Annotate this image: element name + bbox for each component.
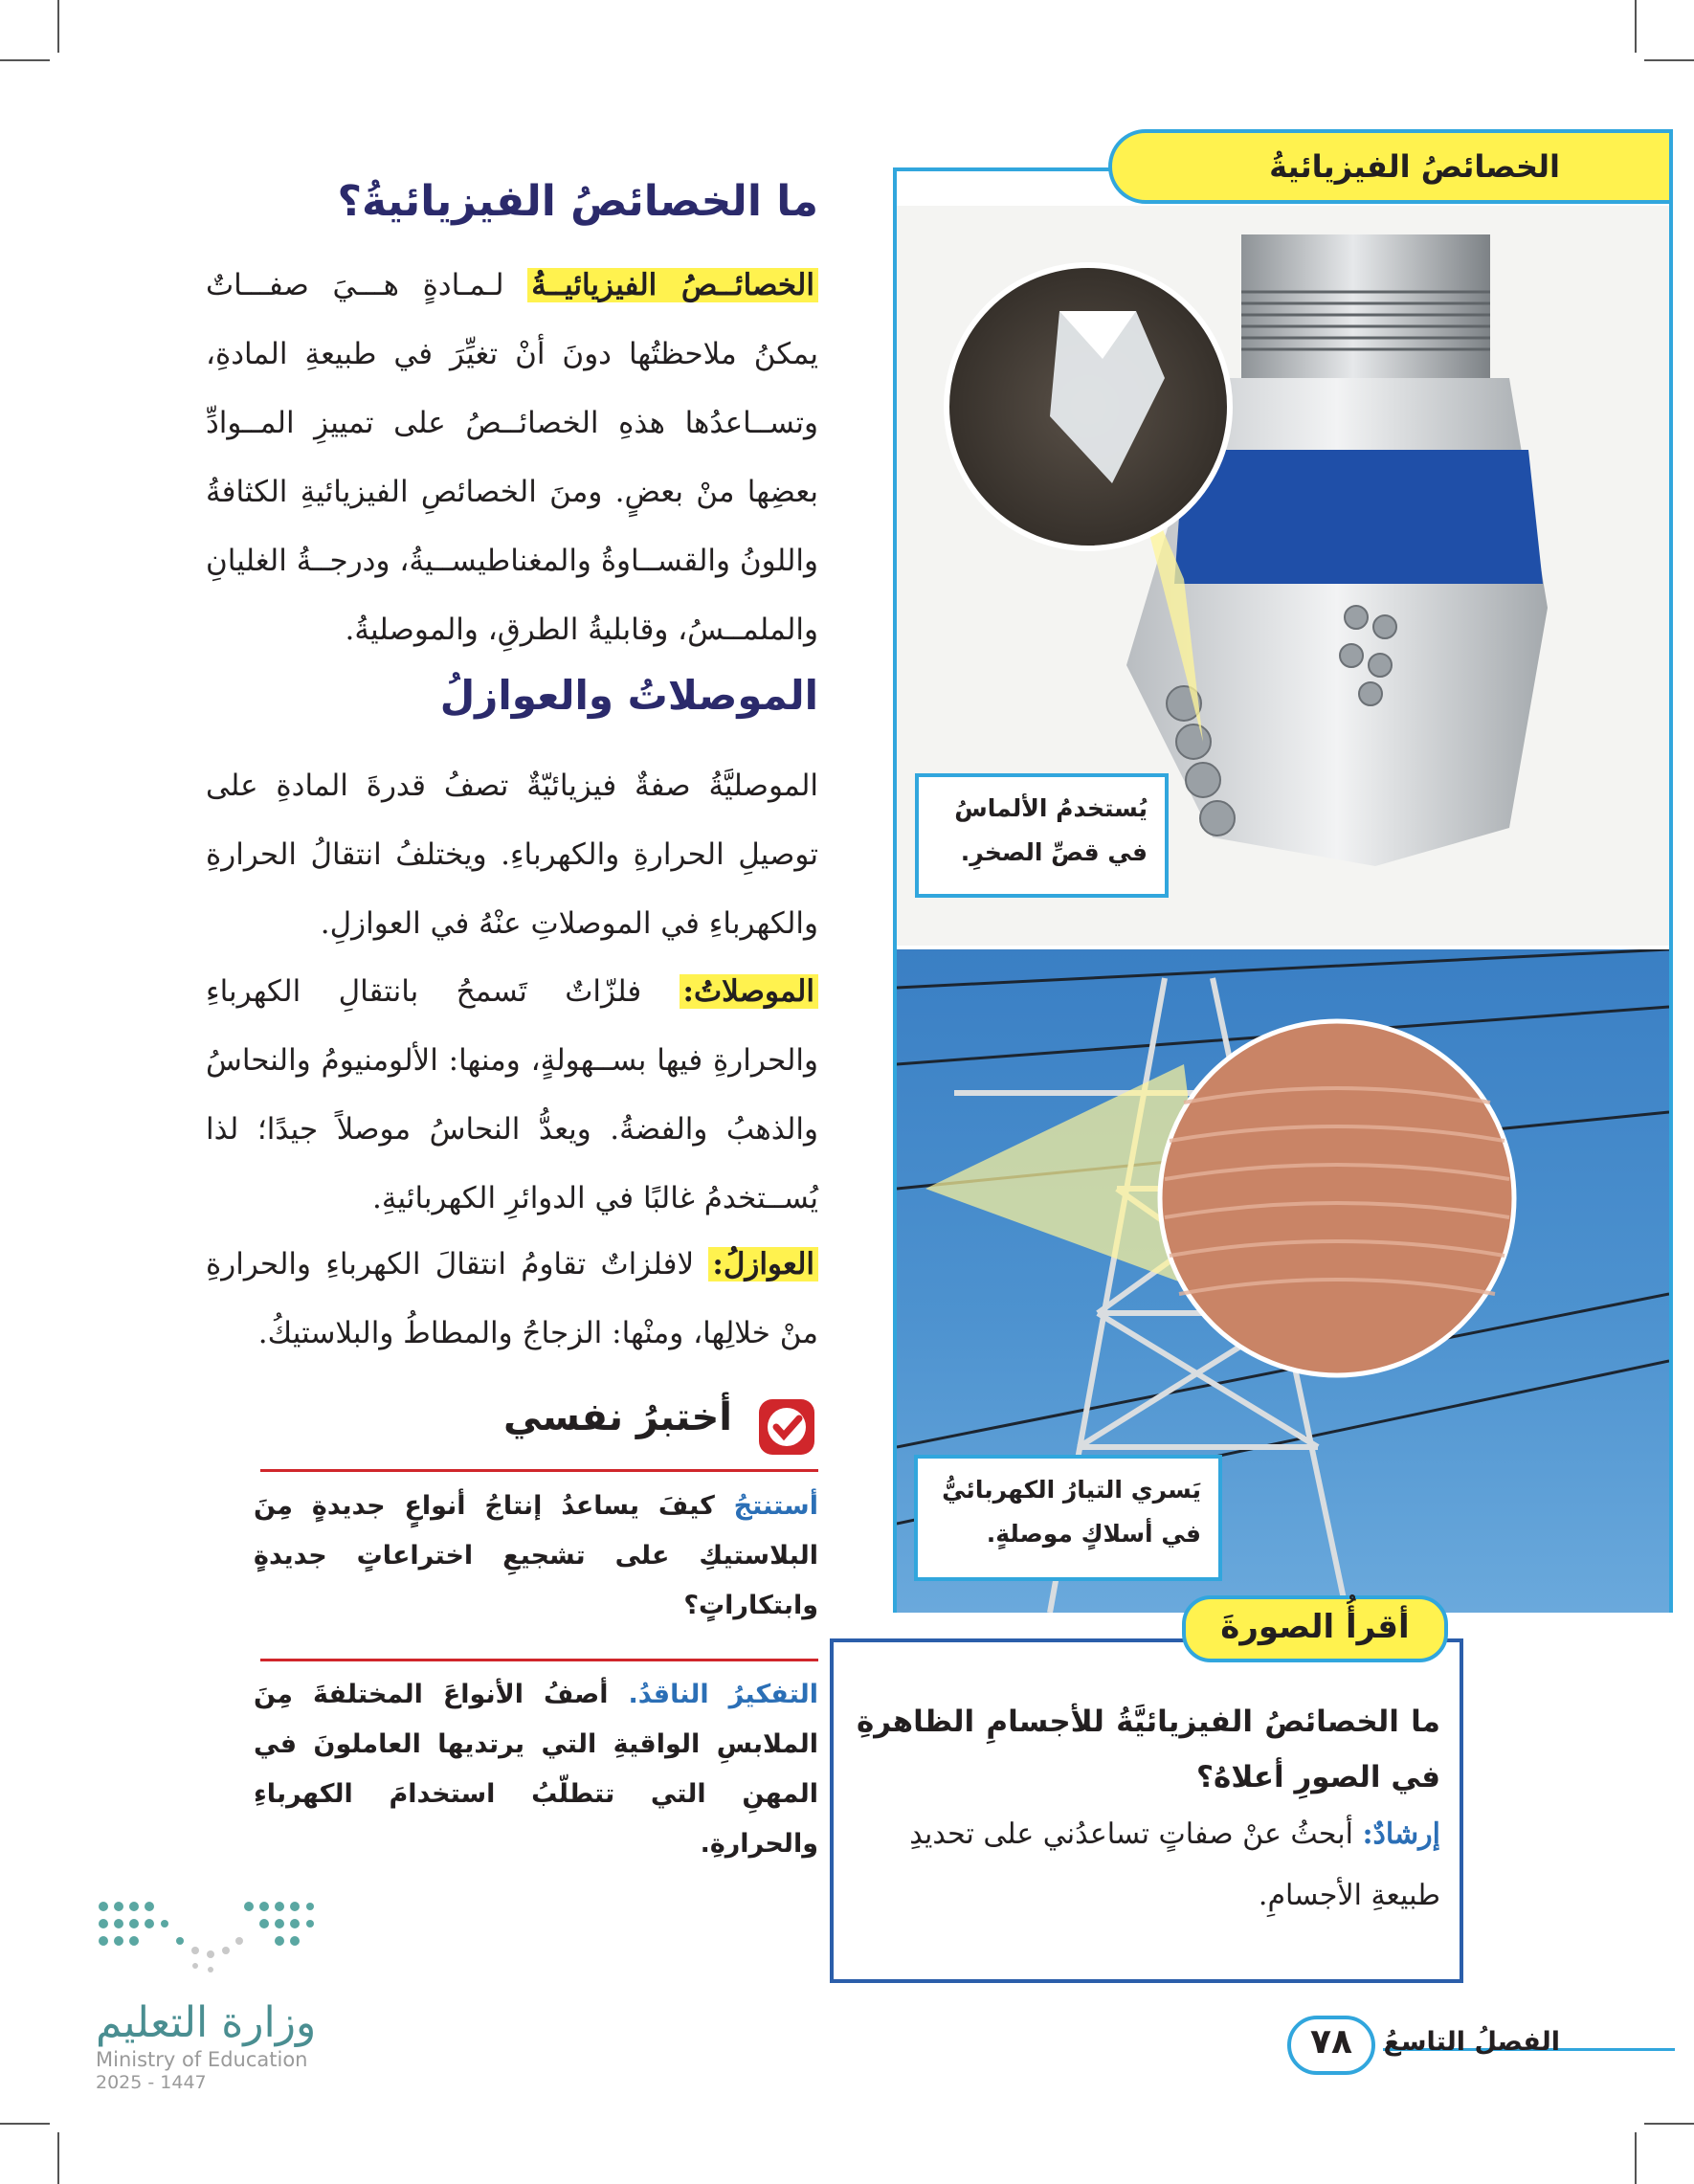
self-check-title: أختبرُ نفسي <box>503 1395 732 1439</box>
intro-paragraph <box>206 251 818 664</box>
question-text: كيفَ يساعدُ إنتاجُ أنواعٍ جديدةٍ مِنَ البلاستيكِ على تشجيعِ اختراعاتٍ جديدةٍ وابتكاراتٍ؟ <box>254 1491 818 1620</box>
key-term: الخصائــصُ الفيزيائيــةُ <box>527 268 818 302</box>
question-critical-thinking <box>254 1670 818 1869</box>
caption-wires: يَسري التيارُ الكهربائيُّ في أسلاكٍ موصلةٍ. <box>914 1455 1222 1581</box>
key-term: العوازلُ: <box>708 1247 818 1281</box>
question-text: أصفُ الأنواعَ المختلفةَ مِنَ الملابسِ الواقيةِ التي يرتديها العاملونَ في المهنِ التي تتطلّبُ استخدامَ الكهرباءِ والحرارةِ. <box>254 1680 818 1859</box>
crop-mark <box>57 2132 59 2184</box>
paragraph-text: لـمـادةٍ هـــيَ صفـــاتٌ يمكنُ ملاحظتُها دونَ أنْ تغيِّرَ في طبيعةِ المادةِ، وتســاعدُها هذهِ الخصائــصُ على تمييزِ المــوادِّ بعضِها منْ بعضٍ. ومنَ الخصائصِ الفيزيائيةِ الكثافةُ واللونُ والقســاوةُ والمغناطيســيةُ، ودرجــةُ الغليانِ والملمــسُ، وقابليةُ الطرقِ، والموصليةُ. <box>206 268 818 647</box>
crop-mark <box>0 2123 50 2125</box>
conductivity-paragraph: الموصليَّةُ صفةٌ فيزيائيّةٌ تصفُ قدرةَ المادةِ على توصيلِ الحرارةِ والكهرباءِ. ويختلفُ انتقالُ الحرارةِ والكهرباءِ في الموصلاتِ عنْهُ في العوازلِ. <box>206 769 818 941</box>
section-heading: ما الخصائصُ الفيزيائيةُ؟ <box>337 177 818 226</box>
caption-diamond: يُستخدمُ الألماسُ في قصِّ الصخرِ. <box>915 773 1169 898</box>
divider <box>260 1469 818 1472</box>
question-label: أستنتجُ <box>733 1491 818 1521</box>
crop-mark <box>1635 2132 1637 2184</box>
crop-mark <box>1644 2123 1694 2125</box>
chapter-label: الفصلُ التاسعُ <box>1383 2027 1560 2057</box>
ministry-name-english: Ministry of Education <box>96 2048 308 2071</box>
sidebar-tab-label: الخصائصُ الفيزيائيةُ <box>1269 148 1560 185</box>
paragraph-text: لافلزاتٌ تقاومُ انتقالَ الكهرباءِ والحرارةِ منْ خلالِها، ومنْها: الزجاجُ والمطاطُ والبلاستيكُ. <box>206 1247 818 1350</box>
edition-year: 2025 - 1447 <box>96 2072 207 2093</box>
conductors-paragraph <box>206 957 818 1233</box>
crop-mark <box>0 59 50 61</box>
read-picture-question: ما الخصائصُ الفيزيائيَّةُ للأجسامِ الظاهرةِ في الصورِ أعلاهُ؟ <box>857 1705 1440 1794</box>
ministry-name-arabic: وزارة التعليم <box>96 1998 317 2047</box>
crop-mark <box>1635 0 1637 53</box>
read-picture-title: أقرأُ الصورةَ <box>1220 1608 1410 1646</box>
insulators-paragraph <box>206 1230 818 1368</box>
checkmark-icon <box>755 1395 818 1459</box>
subsection-heading: الموصلاتُ والعوازلُ <box>439 672 818 719</box>
divider <box>260 1659 818 1661</box>
page-number: ٧٨ <box>1310 2022 1352 2061</box>
ministry-logo-icon <box>96 1895 316 1981</box>
hint-label: إرشادٌ: <box>1362 1817 1440 1851</box>
read-picture-hint <box>857 1804 1440 1927</box>
question-infer <box>254 1482 818 1631</box>
question-label: التفكيرُ الناقدُ. <box>628 1680 819 1709</box>
crop-mark <box>1644 59 1694 61</box>
key-term: الموصلاتُ: <box>680 974 818 1009</box>
hint-text: أبحثُ عنْ صفاتٍ تساعدُني على تحديدِ طبيعةِ الأجسامِ. <box>909 1817 1440 1912</box>
crop-mark <box>57 0 59 53</box>
paragraph-text: فلزّاتٌ تَسمحُ بانتقالِ الكهرباءِ والحرارةِ فيها بســهولةٍ، ومنها: الألومنيومُ والنحاسُ والذهبُ والفضةُ. ويعدُّ النحاسُ موصلاً جيدًا؛ لذا يُســتخدمُ غالبًا في الدوائرِ الكهربائيةِ. <box>206 974 818 1215</box>
